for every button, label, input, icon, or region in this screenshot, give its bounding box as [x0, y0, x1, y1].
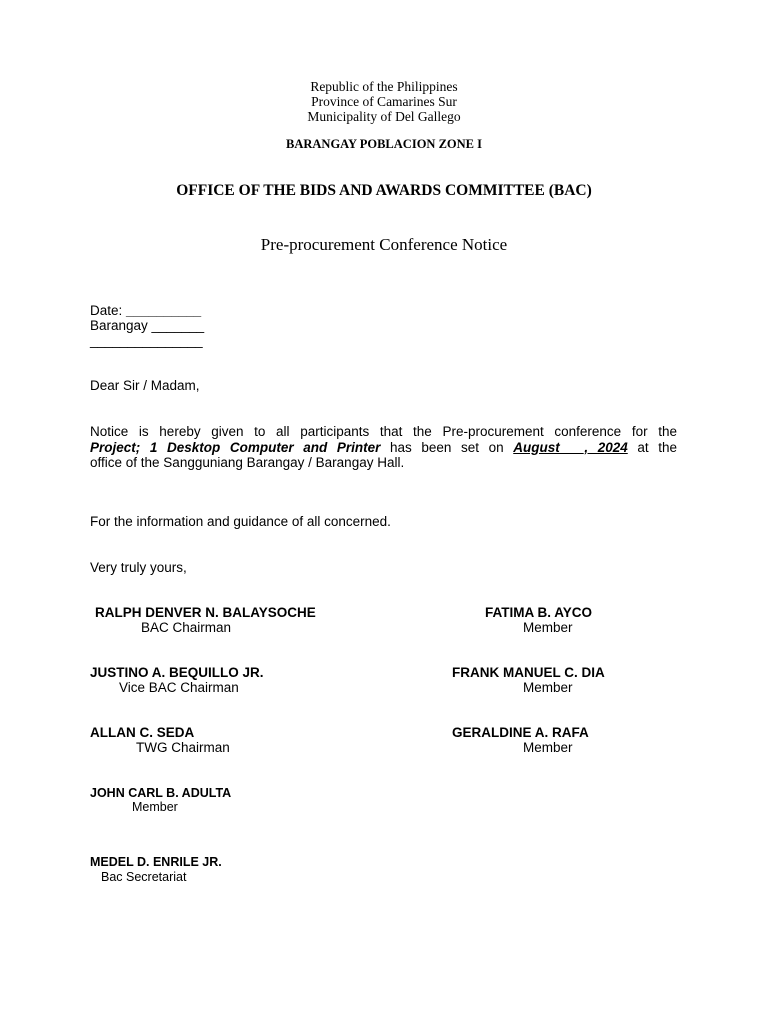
notice-mid: has been set on — [380, 439, 514, 455]
signatory-role: TWG Chairman — [136, 740, 230, 755]
notice-line-1: Notice is hereby given to all participants that the Pre-procurement conference for the — [90, 424, 677, 439]
signatory-role: Member — [132, 800, 178, 814]
signatory-role: Vice BAC Chairman — [119, 680, 239, 695]
date-label: Date: — [90, 303, 123, 318]
signatory-name: MEDEL D. ENRILE JR. — [90, 855, 222, 869]
header-province: Province of Camarines Sur — [311, 94, 457, 109]
barangay-line: Barangay _______ — [90, 318, 205, 333]
signatory-role: BAC Chairman — [141, 620, 232, 635]
header-republic: Republic of the Philippines — [310, 79, 458, 94]
signatory-role: Member — [523, 680, 573, 695]
signatory-name: JUSTINO A. BEQUILLO JR. — [90, 665, 264, 680]
closing-text: Very truly yours, — [90, 560, 187, 575]
office-title: OFFICE OF THE BIDS AND AWARDS COMMITTEE (BAC) — [176, 182, 592, 199]
signatory-role: Bac Secretariat — [101, 870, 187, 884]
signatory-name: JOHN CARL B. ADULTA — [90, 786, 232, 800]
header-municipality: Municipality of Del Gallego — [307, 109, 461, 124]
blank-line: _______________ — [90, 333, 203, 348]
signatory-name: RALPH DENVER N. BALAYSOCHE — [95, 605, 316, 620]
signatory-role: Member — [523, 740, 573, 755]
date-line — [90, 303, 201, 319]
project-name: Project; 1 Desktop Computer and Printer — [90, 439, 381, 455]
date-blank: __________ — [126, 303, 202, 318]
signatory-name: GERALDINE A. RAFA — [452, 725, 589, 740]
notice-title: Pre-procurement Conference Notice — [260, 235, 508, 254]
signatory-name: FRANK MANUEL C. DIA — [452, 665, 605, 680]
signatory-role: Member — [523, 620, 573, 635]
conference-date: August __, 2024 — [513, 439, 628, 455]
notice-paragraph — [90, 424, 677, 471]
salutation: Dear Sir / Madam, — [90, 378, 200, 393]
signatory-name: FATIMA B. AYCO — [485, 605, 593, 620]
notice-line-3: office of the Sangguniang Barangay / Barangay Hall. — [90, 455, 405, 470]
notice-line-2 — [90, 440, 677, 456]
guidance-text: For the information and guidance of all concerned. — [90, 514, 391, 529]
notice-tail: at the — [627, 439, 677, 455]
signatory-name: ALLAN C. SEDA — [90, 725, 195, 740]
header-barangay: BARANGAY POBLACION ZONE I — [286, 137, 482, 151]
